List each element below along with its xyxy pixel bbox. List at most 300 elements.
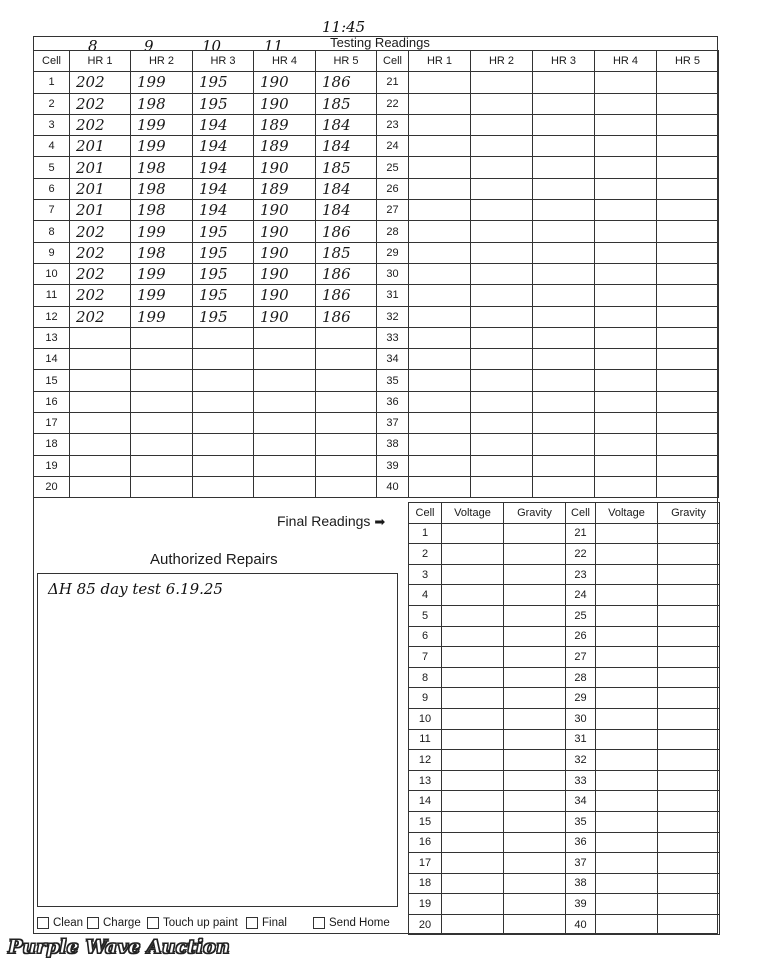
reading-cell[interactable] xyxy=(131,349,193,370)
reading-cell[interactable] xyxy=(657,200,719,221)
gravity-cell[interactable] xyxy=(658,647,720,668)
reading-cell[interactable] xyxy=(316,476,377,497)
reading-cell[interactable] xyxy=(409,72,471,93)
gravity-cell[interactable] xyxy=(504,770,566,791)
reading-cell[interactable]: 194 xyxy=(193,114,254,135)
voltage-cell[interactable] xyxy=(596,667,658,688)
reading-cell[interactable] xyxy=(70,370,131,391)
voltage-cell[interactable] xyxy=(442,708,504,729)
reading-cell[interactable]: 199 xyxy=(131,221,193,242)
gravity-cell[interactable] xyxy=(504,811,566,832)
gravity-cell[interactable] xyxy=(658,605,720,626)
gravity-cell[interactable] xyxy=(504,791,566,812)
reading-cell[interactable] xyxy=(533,72,595,93)
voltage-cell[interactable] xyxy=(442,770,504,791)
reading-cell[interactable] xyxy=(254,413,316,434)
gravity-cell[interactable] xyxy=(504,750,566,771)
reading-cell[interactable] xyxy=(131,327,193,348)
reading-cell[interactable]: 185 xyxy=(316,93,377,114)
reading-cell[interactable] xyxy=(471,285,533,306)
reading-cell[interactable] xyxy=(471,476,533,497)
reading-cell[interactable] xyxy=(471,413,533,434)
reading-cell[interactable] xyxy=(595,370,657,391)
reading-cell[interactable] xyxy=(533,178,595,199)
reading-cell[interactable]: 190 xyxy=(254,200,316,221)
reading-cell[interactable] xyxy=(471,200,533,221)
reading-cell[interactable] xyxy=(657,221,719,242)
checkbox-touch-up-paint[interactable] xyxy=(147,917,238,929)
reading-cell[interactable]: 202 xyxy=(70,114,131,135)
reading-cell[interactable] xyxy=(471,370,533,391)
reading-cell[interactable] xyxy=(70,391,131,412)
reading-cell[interactable] xyxy=(409,263,471,284)
reading-cell[interactable]: 184 xyxy=(316,114,377,135)
reading-cell[interactable] xyxy=(595,242,657,263)
reading-cell[interactable] xyxy=(471,114,533,135)
reading-cell[interactable] xyxy=(193,349,254,370)
voltage-cell[interactable] xyxy=(596,688,658,709)
reading-cell[interactable] xyxy=(533,114,595,135)
reading-cell[interactable] xyxy=(131,370,193,391)
voltage-cell[interactable] xyxy=(596,523,658,544)
reading-cell[interactable] xyxy=(595,221,657,242)
checkbox-charge[interactable] xyxy=(87,917,141,929)
reading-cell[interactable] xyxy=(595,434,657,455)
col-header: HR 2 xyxy=(131,51,193,72)
reading-cell[interactable] xyxy=(657,349,719,370)
reading-cell[interactable] xyxy=(595,157,657,178)
reading-cell[interactable]: 185 xyxy=(316,242,377,263)
reading-cell[interactable] xyxy=(70,476,131,497)
checkbox-icon[interactable] xyxy=(37,917,49,929)
reading-cell[interactable] xyxy=(131,476,193,497)
reading-cell[interactable] xyxy=(533,413,595,434)
reading-cell[interactable] xyxy=(595,136,657,157)
gravity-cell[interactable] xyxy=(658,914,720,935)
reading-cell[interactable] xyxy=(533,221,595,242)
voltage-cell[interactable] xyxy=(442,585,504,606)
voltage-cell[interactable] xyxy=(596,729,658,750)
reading-cell[interactable] xyxy=(254,434,316,455)
voltage-cell[interactable] xyxy=(596,585,658,606)
reading-cell[interactable]: 199 xyxy=(131,136,193,157)
reading-cell[interactable] xyxy=(254,327,316,348)
reading-cell[interactable]: 202 xyxy=(70,221,131,242)
reading-cell[interactable] xyxy=(409,200,471,221)
reading-cell[interactable]: 184 xyxy=(316,136,377,157)
voltage-cell[interactable] xyxy=(442,791,504,812)
reading-cell[interactable] xyxy=(657,476,719,497)
voltage-cell[interactable] xyxy=(442,647,504,668)
reading-cell[interactable] xyxy=(533,370,595,391)
reading-cell[interactable] xyxy=(657,327,719,348)
reading-cell[interactable] xyxy=(409,221,471,242)
reading-cell[interactable] xyxy=(533,263,595,284)
reading-cell[interactable]: 190 xyxy=(254,242,316,263)
reading-cell[interactable] xyxy=(471,157,533,178)
reading-cell[interactable] xyxy=(471,327,533,348)
reading-cell[interactable] xyxy=(471,349,533,370)
gravity-cell[interactable] xyxy=(658,832,720,853)
reading-cell[interactable]: 198 xyxy=(131,178,193,199)
gravity-cell[interactable] xyxy=(658,894,720,915)
reading-cell[interactable] xyxy=(533,391,595,412)
gravity-cell[interactable] xyxy=(658,873,720,894)
reading-cell[interactable]: 202 xyxy=(70,93,131,114)
reading-cell[interactable] xyxy=(409,327,471,348)
reading-cell[interactable]: 194 xyxy=(193,157,254,178)
reading-cell[interactable] xyxy=(595,413,657,434)
voltage-cell[interactable] xyxy=(442,914,504,935)
reading-cell[interactable]: 201 xyxy=(70,200,131,221)
reading-cell[interactable] xyxy=(657,413,719,434)
checkbox-icon[interactable] xyxy=(87,917,99,929)
reading-cell[interactable] xyxy=(70,413,131,434)
reading-cell[interactable] xyxy=(471,263,533,284)
gravity-cell[interactable] xyxy=(504,585,566,606)
gravity-cell[interactable] xyxy=(658,523,720,544)
reading-cell[interactable] xyxy=(409,178,471,199)
reading-cell[interactable]: 198 xyxy=(131,242,193,263)
reading-cell[interactable] xyxy=(70,327,131,348)
reading-cell[interactable]: 195 xyxy=(193,285,254,306)
reading-cell[interactable] xyxy=(316,413,377,434)
reading-cell[interactable] xyxy=(471,455,533,476)
reading-cell[interactable] xyxy=(254,476,316,497)
reading-cell[interactable] xyxy=(409,114,471,135)
reading-cell[interactable]: 186 xyxy=(316,263,377,284)
reading-cell[interactable] xyxy=(533,157,595,178)
reading-cell[interactable] xyxy=(657,285,719,306)
voltage-cell[interactable] xyxy=(596,914,658,935)
voltage-cell[interactable] xyxy=(596,605,658,626)
reading-cell[interactable]: 190 xyxy=(254,285,316,306)
reading-cell[interactable] xyxy=(595,327,657,348)
gravity-cell[interactable] xyxy=(504,667,566,688)
reading-cell[interactable] xyxy=(533,285,595,306)
gravity-cell[interactable] xyxy=(504,914,566,935)
table-row xyxy=(409,729,720,750)
reading-cell[interactable] xyxy=(316,349,377,370)
gravity-cell[interactable] xyxy=(504,626,566,647)
gravity-cell[interactable] xyxy=(658,544,720,565)
gravity-cell[interactable] xyxy=(658,770,720,791)
reading-cell[interactable] xyxy=(409,476,471,497)
gravity-cell[interactable] xyxy=(658,729,720,750)
reading-cell[interactable] xyxy=(316,391,377,412)
reading-cell[interactable] xyxy=(533,136,595,157)
voltage-cell[interactable] xyxy=(442,605,504,626)
reading-cell[interactable]: 195 xyxy=(193,263,254,284)
reading-cell[interactable] xyxy=(316,434,377,455)
checkbox-icon[interactable] xyxy=(313,917,325,929)
voltage-cell[interactable] xyxy=(442,667,504,688)
reading-cell[interactable] xyxy=(131,455,193,476)
reading-cell[interactable] xyxy=(657,391,719,412)
gravity-cell[interactable] xyxy=(504,832,566,853)
reading-cell[interactable]: 202 xyxy=(70,306,131,327)
checkbox-icon[interactable] xyxy=(147,917,159,929)
reading-cell[interactable] xyxy=(316,455,377,476)
voltage-cell[interactable] xyxy=(442,832,504,853)
gravity-cell[interactable] xyxy=(658,585,720,606)
reading-cell[interactable] xyxy=(533,93,595,114)
reading-cell[interactable] xyxy=(409,136,471,157)
reading-cell[interactable] xyxy=(193,413,254,434)
reading-cell[interactable] xyxy=(409,242,471,263)
reading-cell[interactable]: 202 xyxy=(70,72,131,93)
reading-cell[interactable]: 195 xyxy=(193,221,254,242)
reading-cell[interactable] xyxy=(70,349,131,370)
reading-cell[interactable] xyxy=(193,476,254,497)
voltage-cell[interactable] xyxy=(442,894,504,915)
reading-cell[interactable]: 195 xyxy=(193,306,254,327)
reading-cell[interactable] xyxy=(595,391,657,412)
checkbox-final[interactable] xyxy=(246,917,287,929)
gravity-cell[interactable] xyxy=(504,564,566,585)
reading-cell[interactable] xyxy=(657,178,719,199)
reading-cell[interactable] xyxy=(657,455,719,476)
reading-cell[interactable] xyxy=(471,242,533,263)
reading-cell[interactable]: 184 xyxy=(316,200,377,221)
voltage-cell[interactable] xyxy=(442,688,504,709)
reading-cell[interactable] xyxy=(254,370,316,391)
reading-cell[interactable]: 202 xyxy=(70,242,131,263)
gravity-cell[interactable] xyxy=(658,626,720,647)
reading-cell[interactable] xyxy=(533,476,595,497)
voltage-cell[interactable] xyxy=(442,811,504,832)
reading-cell[interactable] xyxy=(533,349,595,370)
gravity-cell[interactable] xyxy=(658,708,720,729)
voltage-cell[interactable] xyxy=(596,873,658,894)
voltage-cell[interactable] xyxy=(442,544,504,565)
voltage-cell[interactable] xyxy=(596,770,658,791)
reading-cell[interactable]: 202 xyxy=(70,285,131,306)
gravity-cell[interactable] xyxy=(504,894,566,915)
reading-cell[interactable] xyxy=(471,221,533,242)
cell-number: 1 xyxy=(34,72,70,93)
reading-cell[interactable]: 202 xyxy=(70,263,131,284)
reading-cell[interactable] xyxy=(193,327,254,348)
reading-cell[interactable] xyxy=(131,413,193,434)
voltage-cell[interactable] xyxy=(442,729,504,750)
reading-cell[interactable]: 190 xyxy=(254,263,316,284)
table-row xyxy=(409,688,720,709)
reading-cell[interactable] xyxy=(131,434,193,455)
reading-cell[interactable] xyxy=(409,434,471,455)
reading-cell[interactable]: 186 xyxy=(316,306,377,327)
reading-cell[interactable] xyxy=(595,349,657,370)
voltage-cell[interactable] xyxy=(596,750,658,771)
voltage-cell[interactable] xyxy=(442,853,504,874)
cell-number: 38 xyxy=(566,873,596,894)
voltage-cell[interactable] xyxy=(596,791,658,812)
reading-cell[interactable] xyxy=(193,455,254,476)
reading-cell[interactable] xyxy=(409,157,471,178)
reading-cell[interactable] xyxy=(70,455,131,476)
reading-cell[interactable]: 201 xyxy=(70,136,131,157)
reading-cell[interactable]: 190 xyxy=(254,72,316,93)
reading-cell[interactable]: 194 xyxy=(193,200,254,221)
reading-cell[interactable] xyxy=(409,455,471,476)
reading-cell[interactable]: 190 xyxy=(254,93,316,114)
gravity-cell[interactable] xyxy=(658,667,720,688)
reading-cell[interactable]: 194 xyxy=(193,136,254,157)
reading-cell[interactable]: 195 xyxy=(193,242,254,263)
cell-number: 14 xyxy=(34,349,70,370)
reading-cell[interactable] xyxy=(533,306,595,327)
voltage-cell[interactable] xyxy=(596,708,658,729)
reading-cell[interactable] xyxy=(193,391,254,412)
gravity-cell[interactable] xyxy=(504,523,566,544)
gravity-cell[interactable] xyxy=(504,708,566,729)
reading-cell[interactable]: 201 xyxy=(70,157,131,178)
reading-cell[interactable] xyxy=(657,306,719,327)
voltage-cell[interactable] xyxy=(596,647,658,668)
reading-cell[interactable] xyxy=(254,349,316,370)
voltage-cell[interactable] xyxy=(596,544,658,565)
gravity-cell[interactable] xyxy=(504,647,566,668)
reading-cell[interactable] xyxy=(409,93,471,114)
reading-cell[interactable] xyxy=(316,370,377,391)
reading-cell[interactable] xyxy=(409,306,471,327)
reading-cell[interactable] xyxy=(595,72,657,93)
gravity-cell[interactable] xyxy=(504,873,566,894)
gravity-cell[interactable] xyxy=(658,564,720,585)
gravity-cell[interactable] xyxy=(658,853,720,874)
reading-cell[interactable]: 186 xyxy=(316,221,377,242)
reading-cell[interactable] xyxy=(471,93,533,114)
reading-cell[interactable] xyxy=(131,391,193,412)
reading-cell[interactable] xyxy=(316,327,377,348)
reading-cell[interactable] xyxy=(657,242,719,263)
gravity-cell[interactable] xyxy=(504,605,566,626)
reading-cell[interactable] xyxy=(595,285,657,306)
reading-cell[interactable] xyxy=(595,200,657,221)
reading-cell[interactable] xyxy=(595,306,657,327)
voltage-cell[interactable] xyxy=(442,523,504,544)
reading-cell[interactable]: 190 xyxy=(254,306,316,327)
reading-cell[interactable] xyxy=(409,391,471,412)
reading-cell[interactable]: 201 xyxy=(70,178,131,199)
reading-cell[interactable] xyxy=(657,93,719,114)
reading-cell[interactable] xyxy=(471,72,533,93)
reading-cell[interactable] xyxy=(254,455,316,476)
reading-cell[interactable] xyxy=(409,370,471,391)
reading-cell[interactable] xyxy=(657,157,719,178)
reading-cell[interactable] xyxy=(657,136,719,157)
voltage-cell[interactable] xyxy=(442,750,504,771)
reading-cell[interactable]: 190 xyxy=(254,221,316,242)
reading-cell[interactable] xyxy=(409,413,471,434)
reading-cell[interactable] xyxy=(595,476,657,497)
gravity-cell[interactable] xyxy=(658,791,720,812)
voltage-cell[interactable] xyxy=(596,894,658,915)
voltage-cell[interactable] xyxy=(442,626,504,647)
reading-cell[interactable] xyxy=(533,455,595,476)
reading-cell[interactable]: 195 xyxy=(193,93,254,114)
checkbox-send-home[interactable] xyxy=(313,917,390,929)
gravity-cell[interactable] xyxy=(504,729,566,750)
reading-cell[interactable] xyxy=(595,178,657,199)
reading-cell[interactable] xyxy=(595,455,657,476)
voltage-cell[interactable] xyxy=(596,832,658,853)
table-row xyxy=(377,455,719,476)
voltage-cell[interactable] xyxy=(442,564,504,585)
reading-cell[interactable] xyxy=(657,434,719,455)
gravity-cell[interactable] xyxy=(504,688,566,709)
reading-cell[interactable] xyxy=(595,114,657,135)
voltage-cell[interactable] xyxy=(596,811,658,832)
reading-cell[interactable]: 198 xyxy=(131,157,193,178)
reading-cell[interactable]: 190 xyxy=(254,157,316,178)
reading-cell[interactable]: 184 xyxy=(316,178,377,199)
reading-cell[interactable] xyxy=(193,434,254,455)
reading-cell[interactable]: 186 xyxy=(316,72,377,93)
reading-cell[interactable] xyxy=(193,370,254,391)
reading-cell[interactable]: 198 xyxy=(131,200,193,221)
reading-cell[interactable] xyxy=(471,306,533,327)
reading-cell[interactable] xyxy=(70,434,131,455)
voltage-cell[interactable] xyxy=(442,873,504,894)
voltage-cell[interactable] xyxy=(596,626,658,647)
reading-cell[interactable] xyxy=(409,349,471,370)
reading-cell[interactable]: 186 xyxy=(316,285,377,306)
reading-cell[interactable] xyxy=(471,434,533,455)
reading-cell[interactable] xyxy=(595,93,657,114)
gravity-cell[interactable] xyxy=(658,750,720,771)
gravity-cell[interactable] xyxy=(658,688,720,709)
reading-cell[interactable]: 185 xyxy=(316,157,377,178)
reading-cell[interactable]: 199 xyxy=(131,306,193,327)
reading-cell[interactable]: 199 xyxy=(131,114,193,135)
reading-cell[interactable] xyxy=(657,72,719,93)
reading-cell[interactable]: 198 xyxy=(131,93,193,114)
reading-cell[interactable]: 199 xyxy=(131,72,193,93)
reading-cell[interactable]: 189 xyxy=(254,136,316,157)
checkbox-icon[interactable] xyxy=(246,917,258,929)
authorized-repairs-box[interactable] xyxy=(37,573,398,907)
reading-cell[interactable] xyxy=(254,391,316,412)
reading-cell[interactable] xyxy=(471,391,533,412)
reading-cell[interactable] xyxy=(533,434,595,455)
reading-cell[interactable] xyxy=(409,285,471,306)
reading-cell[interactable] xyxy=(595,263,657,284)
reading-cell[interactable]: 189 xyxy=(254,178,316,199)
gravity-cell[interactable] xyxy=(658,811,720,832)
reading-cell[interactable] xyxy=(533,242,595,263)
reading-cell[interactable] xyxy=(657,114,719,135)
reading-cell[interactable] xyxy=(533,200,595,221)
gravity-cell[interactable] xyxy=(504,853,566,874)
authorized-repairs-label: Authorized Repairs xyxy=(150,551,278,568)
reading-cell[interactable] xyxy=(533,327,595,348)
reading-cell[interactable]: 199 xyxy=(131,285,193,306)
reading-cell[interactable]: 194 xyxy=(193,178,254,199)
reading-cell[interactable] xyxy=(471,136,533,157)
voltage-cell[interactable] xyxy=(596,564,658,585)
checkbox-clean[interactable] xyxy=(37,917,83,929)
gravity-cell[interactable] xyxy=(504,544,566,565)
table-row xyxy=(377,200,719,221)
reading-cell[interactable]: 195 xyxy=(193,72,254,93)
reading-cell[interactable]: 199 xyxy=(131,263,193,284)
reading-cell[interactable] xyxy=(657,263,719,284)
reading-cell[interactable] xyxy=(471,178,533,199)
reading-cell[interactable] xyxy=(657,370,719,391)
reading-cell[interactable]: 189 xyxy=(254,114,316,135)
voltage-cell[interactable] xyxy=(596,853,658,874)
